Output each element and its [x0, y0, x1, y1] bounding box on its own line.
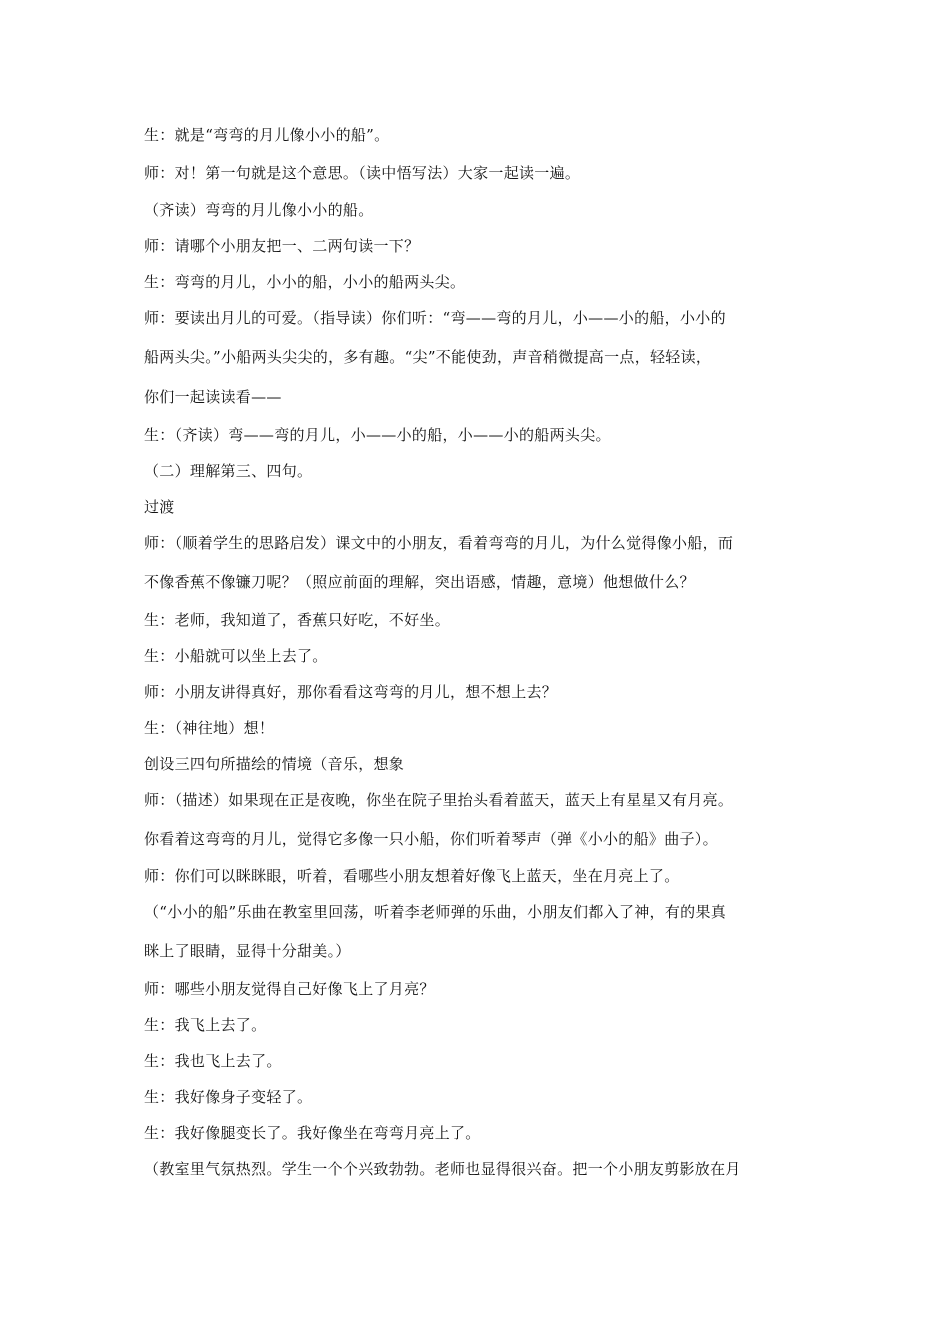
text-line: 生：老师，我知道了，香蕉只好吃，不好坐。 — [144, 611, 451, 629]
text-line: 师：（顺着学生的思路启发）课文中的小朋友，看着弯弯的月儿，为什么觉得像小船，而 — [144, 534, 734, 552]
text-line: 你看着这弯弯的月儿，觉得它多像一只小船，你们听着琴声（弹《小小的船》曲子）。 — [144, 830, 718, 848]
text-line: 眯上了眼睛，显得十分甜美。） — [144, 942, 351, 960]
text-line: 你们一起读读看—— — [144, 388, 282, 406]
text-line: 生：小船就可以坐上去了。 — [144, 647, 328, 665]
text-line: 船两头尖。”小船两头尖尖的，多有趣。“尖”不能使劲，声音稍微提高一点，轻轻读， — [144, 348, 712, 366]
text-line: 生：就是“弯弯的月儿像小小的船”。 — [144, 126, 390, 144]
text-line: 生：（齐读）弯——弯的月儿，小——小的船，小——小的船两头尖。 — [144, 426, 611, 444]
text-line: 过渡 — [144, 498, 175, 516]
text-line: 师：要读出月儿的可爱。（指导读）你们听：“弯——弯的月儿，小——小的船，小小的 — [144, 309, 726, 327]
text-line: 师：对！第一句就是这个意思。（读中悟写法）大家一起读一遍。 — [144, 164, 581, 182]
text-line: 生：我也飞上去了。 — [144, 1052, 282, 1070]
text-line: 师：请哪个小朋友把一、二两句读一下？ — [144, 237, 420, 255]
text-line: （教室里气氛热烈。学生一个个兴致勃勃。老师也显得很兴奋。把一个小朋友剪影放在月 — [144, 1160, 741, 1178]
text-line: 生：我好像身子变轻了。 — [144, 1088, 313, 1106]
text-line: 生：弯弯的月儿，小小的船，小小的船两头尖。 — [144, 273, 466, 291]
text-line: 师：小朋友讲得真好，那你看看这弯弯的月儿，想不想上去？ — [144, 683, 558, 701]
text-line: （“小小的船”乐曲在教室里回荡，听着李老师弹的乐曲，小朋友们都入了神，有的果真 — [144, 903, 727, 921]
text-line: 创设三四句所描绘的情境（音乐，想象 — [144, 755, 405, 773]
text-line: 生：我飞上去了。 — [144, 1016, 267, 1034]
text-line: 师：你们可以眯眯眼，听着，看哪些小朋友想着好像飞上蓝天，坐在月亮上了。 — [144, 867, 680, 885]
text-line: 师：哪些小朋友觉得自己好像飞上了月亮？ — [144, 980, 435, 998]
text-line: 生：（神往地）想！ — [144, 719, 275, 737]
text-line: （二）理解第三、四句。 — [144, 462, 313, 480]
text-line: 生：我好像腿变长了。我好像坐在弯弯月亮上了。 — [144, 1124, 481, 1142]
text-line: （齐读）弯弯的月儿像小小的船。 — [144, 201, 374, 219]
text-line: 师：（描述）如果现在正是夜晚，你坐在院子里抬头看着蓝天，蓝天上有星星又有月亮。 — [144, 791, 734, 809]
text-line: 不像香蕉不像镰刀呢？（照应前面的理解，突出语感，情趣，意境）他想做什么？ — [144, 573, 695, 591]
